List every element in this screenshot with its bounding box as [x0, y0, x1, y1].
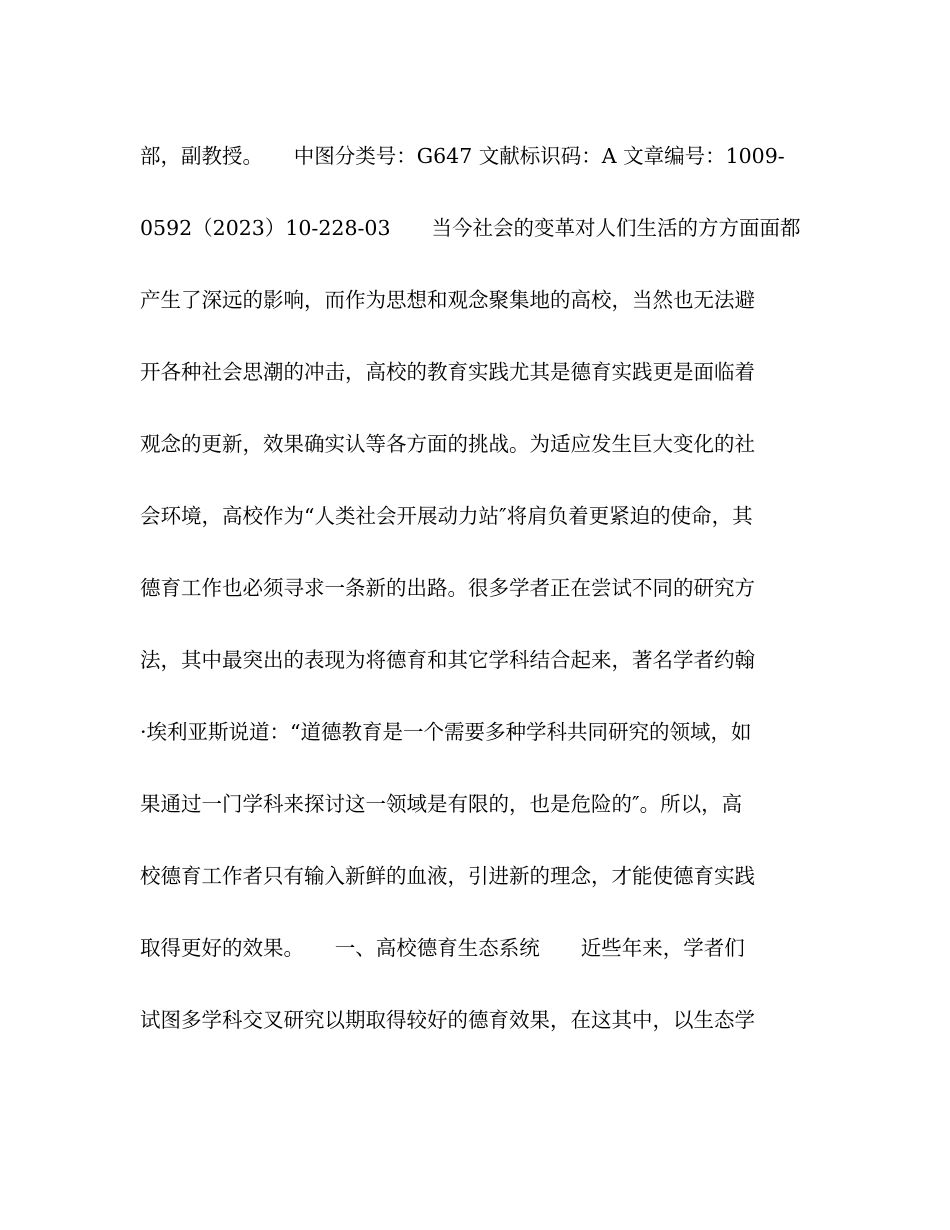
text-line: ·埃利亚斯说道：“道德教育是一个需要多种学科共同研究的领域，如	[140, 720, 752, 744]
text-line: 观念的更新，效果确实认等各方面的挑战。为适应发生巨大变化的社	[140, 432, 755, 456]
text-line: 会环境，高校作为“人类社会开展动力站″将肩负着更紧迫的使命，其	[140, 504, 753, 528]
text-line: 0592（2023）10-228-03 当今社会的变革对人们生活的方方面面都	[140, 216, 801, 240]
text-line: 试图多学科交叉研究以期取得较好的德育效果，在这其中，以生态学	[140, 1008, 755, 1032]
text-line: 校德育工作者只有输入新鲜的血液，引进新的理念，才能使德育实践	[140, 864, 755, 888]
text-line: 产生了深远的影响，而作为思想和观念聚集地的高校，当然也无法避	[140, 288, 755, 312]
text-line: 果通过一门学科来探讨这一领域是有限的，也是危险的″。所以，高	[140, 792, 743, 816]
text-line: 开各种社会思潮的冲击，高校的教育实践尤其是德育实践更是面临着	[140, 360, 755, 384]
text-line: 法，其中最突出的表现为将德育和其它学科结合起来，著名学者约翰	[140, 648, 755, 672]
text-line: 取得更好的效果。 一、高校德育生态系统 近些年来，学者们	[140, 936, 745, 960]
text-line: 德育工作也必须寻求一条新的出路。很多学者正在尝试不同的研究方	[140, 576, 755, 600]
text-line: 部，副教授。 中图分类号：G647 文献标识码：A 文章编号：1009-	[140, 144, 785, 168]
